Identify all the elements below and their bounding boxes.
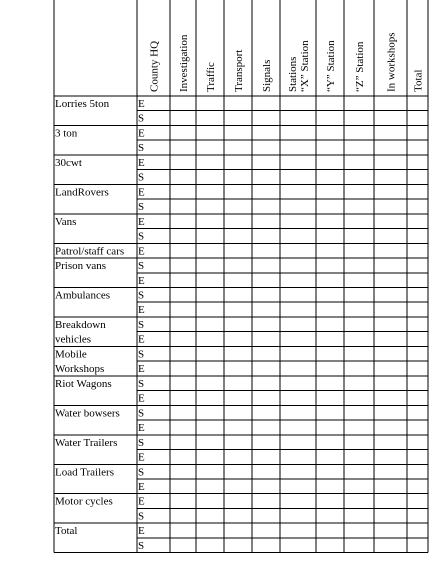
row-code: S [138,436,145,449]
row-code: E [138,480,145,493]
row-label: Riot Wagons [55,377,112,390]
row-code: S [138,466,145,479]
row-code: S [138,348,145,361]
column-header-in-workshops: In workshops [385,32,398,92]
row-code: S [138,201,145,214]
column-headers [149,32,425,92]
row-code: E [138,245,145,258]
row-label: Ambulances [55,289,110,302]
row-code: S [138,539,145,552]
row-code: E [138,495,145,508]
row-code: S [138,407,145,420]
row-code: E [138,98,145,110]
row-code: E [138,525,145,538]
row-code: S [138,377,145,390]
row-label: Prison vans [55,260,107,273]
row-labels [55,98,124,537]
column-header-total: Total [412,69,425,92]
column-header-signals: Signals [261,59,273,92]
row-code: S [138,510,145,523]
row-label: Motor cycles [55,495,113,508]
column-header-investigation: Investigation [178,34,190,92]
row-label: Vans [55,215,77,228]
row-label: Lorries 5ton [55,98,110,110]
row-codes [138,98,145,552]
row-label: vehicles [55,333,92,346]
row-label: Patrol/staff cars [55,245,125,258]
row-code: S [138,142,145,155]
row-code: S [138,112,145,125]
row-label: Water Trailers [55,436,118,449]
row-code: E [138,392,145,405]
column-header-stations-x: “X” Station [299,40,311,92]
row-code: S [138,318,145,331]
row-label: Load Trailers [55,466,114,479]
row-code: E [138,363,145,376]
row-label: LandRovers [55,186,109,199]
row-code: E [138,186,145,199]
column-header-transport: Transport [233,49,245,92]
row-code: E [138,127,145,140]
row-code: S [138,171,145,184]
row-code: E [138,156,145,169]
column-header-station-y: “Y” Station [325,40,337,92]
row-code: S [138,260,145,273]
row-label: Breakdown [55,318,106,331]
row-label: Water bowsers [55,407,120,420]
row-label: 3 ton [55,127,78,140]
column-header-stations-x: Stations [287,56,299,92]
row-code: E [138,422,145,435]
row-code: E [138,274,145,287]
row-code: S [138,289,145,302]
column-header-station-z: “Z” Station [354,41,366,92]
row-code: E [138,333,145,346]
row-code: E [138,451,145,464]
row-code: S [138,230,145,243]
column-header-traffic: Traffic [205,62,217,92]
row-code: E [138,304,145,317]
row-label: Workshops [55,363,105,376]
row-label: Mobile [55,348,87,361]
row-code: E [138,215,145,228]
column-header-county-hq: County HQ [148,40,161,92]
row-label: Total [55,525,78,538]
row-label: 30cwt [55,156,82,169]
